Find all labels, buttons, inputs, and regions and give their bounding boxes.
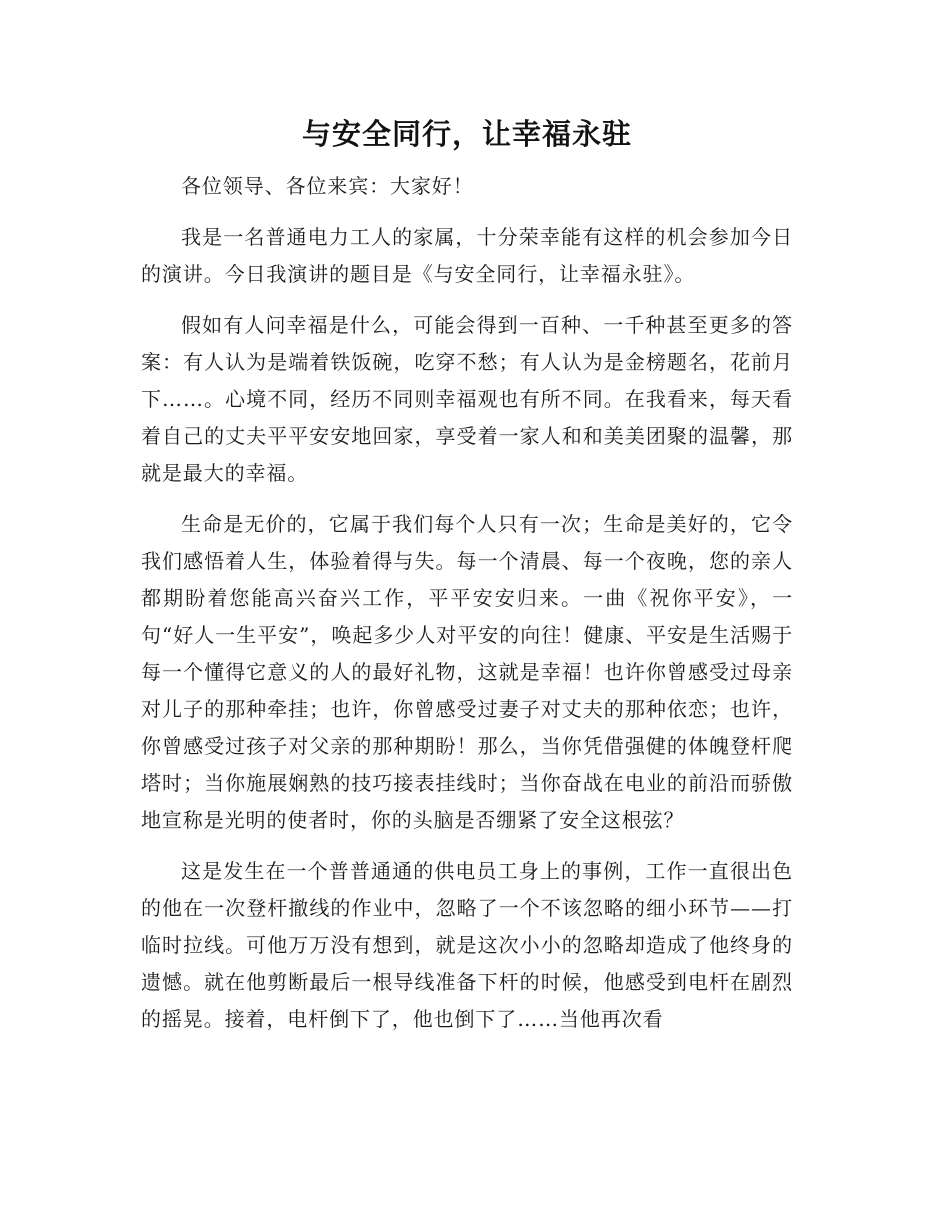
- paragraph-life: 生命是无价的，它属于我们每个人只有一次；生命是美好的，它令我们感悟着人生，体验着得与失。每一个清晨、每一个夜晚，您的亲人都期盼着您能高兴奋兴工作，平平安安归来。一曲《祝你平安》，一句“好人一生平安”，唤起多少人对平安的向往！健康、平安是生活赐于每一个懂得它意义的人的最好礼物，这就是幸福！也许你曾感受过母亲对儿子的那种牵挂；也许，你曾感受过妻子对丈夫的那种依恋；也许，你曾感受过孩子对父亲的那种期盼！那么，当你凭借强健的体魄登杆爬塔时；当你施展娴熟的技巧接表挂线时；当你奋战在电业的前沿而骄傲地宣称是光明的使者时，你的头脑是否绷紧了安全这根弦？: [141, 512, 793, 832]
- document-page: [141, 112, 793, 1038]
- paragraph-intro: 我是一名普通电力工人的家属，十分荣幸能有这样的机会参加今日的演讲。今日我演讲的题目是《与安全同行，让幸福永驻》。: [141, 225, 793, 286]
- paragraph-happiness: 假如有人问幸福是什么，可能会得到一百种、一千种甚至更多的答案：有人认为是端着铁饭碗，吃穿不愁；有人认为是金榜题名，花前月下……。心境不同，经历不同则幸福观也有所不同。在我看来，每天看着自己的丈夫平平安安地回家，享受着一家人和和美美团聚的温馨，那就是最大的幸福。: [141, 313, 793, 485]
- greeting-paragraph: 各位领导、各位来宾：大家好！: [181, 174, 474, 198]
- document-title: 与安全同行，让幸福永驻: [301, 117, 632, 151]
- paragraph-example: 这是发生在一个普普通通的供电员工身上的事例，工作一直很出色的他在一次登杆撤线的作业中，忽略了一个不该忽略的细小环节——打临时拉线。可他万万没有想到，就是这次小小的忽略却造成了他终身的遗憾。就在他剪断最后一根导线准备下杆的时候，他感受到电杆在剧烈的摇晃。接着，电杆倒下了，他也倒下了……当他再次看: [141, 859, 793, 1031]
